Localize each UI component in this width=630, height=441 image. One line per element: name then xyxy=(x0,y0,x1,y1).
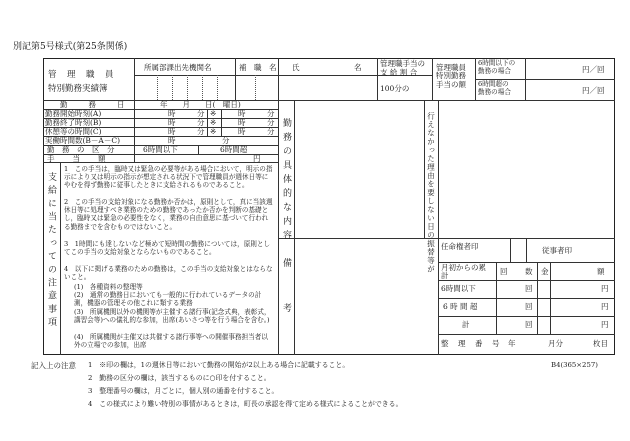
shozoku-label: 所属部課出先機関名 xyxy=(144,63,212,72)
six-over-row-label: 6 時 間 超 xyxy=(443,302,478,311)
kaishi-ji2: 時 xyxy=(238,109,246,118)
tokubetsu-label: 特別勤務実績簿 xyxy=(48,84,108,94)
row-mid-divider xyxy=(207,109,208,136)
jitsu-fun: 分 xyxy=(222,136,230,145)
h-v2 xyxy=(235,58,236,100)
caution-side-label: 支給に当たっての注意事項 xyxy=(46,172,56,331)
kaishi-kome: ※ xyxy=(210,109,217,118)
caution-side-divider xyxy=(60,162,61,355)
kaishi-fun2: 分 xyxy=(267,109,275,118)
notes-heading: 記入上の注意 xyxy=(31,361,76,370)
seiri-nen: 年 xyxy=(508,339,516,348)
rb-l5 xyxy=(438,334,615,335)
kai-header: 回 xyxy=(500,267,508,276)
shuryo-ji2: 時 xyxy=(238,118,246,127)
note-4: 4 この様式により難い特別の事情があるときは，町長の承認を得て定める様式によることができる。 xyxy=(88,400,403,408)
seiri-tsukibun: 月分 xyxy=(548,339,563,348)
six-under-en: 円 xyxy=(601,284,609,293)
note-2: 2 勤務の区分の欄は，該当するものに○印を付すること。 xyxy=(88,374,271,382)
kubun-option-over[interactable]: 6時間超 xyxy=(220,145,248,154)
kinmubi-label: 勤 務 日 xyxy=(60,100,127,109)
bikou-label: 備 考 xyxy=(281,258,291,318)
nintei-label: 任命権者印 xyxy=(441,242,479,251)
six-over-kai: 回 xyxy=(525,302,533,311)
seiri-label: 整 理 番 号 xyxy=(441,339,501,348)
riyu-label: 行えなかった理由を要しない日の振替等が xyxy=(426,112,436,274)
kyukei-label: 休憩等の時間(C) xyxy=(45,127,102,136)
h-v1 xyxy=(134,58,135,100)
jitsu-label: 実働時間数(B－A－C) xyxy=(45,136,121,145)
rb-l3 xyxy=(438,298,615,299)
h-v3 xyxy=(278,58,279,100)
riyu-left-line xyxy=(424,100,425,238)
hyaku-label: 100分の xyxy=(380,84,410,93)
caution-4-2: (2) 通常の勤務日においても一般的に行われているデータの計測，機器の管理その他これに類する業務 xyxy=(74,291,262,308)
h-h1 xyxy=(134,75,278,76)
yen-kai-1: 円／回 xyxy=(582,65,605,74)
rb-v1 xyxy=(496,262,497,334)
kyukei-ji2: 時 xyxy=(238,127,246,136)
teate-en: 円 xyxy=(253,154,261,163)
kei-label: 計 xyxy=(462,320,470,329)
kaishi-fun: 分 xyxy=(197,109,205,118)
h-v4 xyxy=(377,58,378,100)
kei-kai: 回 xyxy=(525,320,533,329)
six-under-row-label: 6時間以下 xyxy=(441,284,476,293)
caution-4-3: (3) 所属機関以外の機関等が主催する諸行事(記念式典，表彰式，講習会等)への儀礼的な参加，出席(あいさつ等を行う場合を含む。) xyxy=(74,308,271,325)
six-over-en: 円 xyxy=(601,302,609,311)
caution-4: 4 以下に掲げる業務のための勤務は，この手当の支給対象とはならないこと。 xyxy=(64,265,273,282)
kubun-option-under[interactable]: 6時間以下 xyxy=(143,145,178,154)
kei-en: 円 xyxy=(601,320,609,329)
row-mid-divider-2 xyxy=(221,109,222,136)
caution-3: 3 1時間にも達しないなど極めて短時間の勤務については，原則としてこの手当の支給対象とならないものであること。 xyxy=(64,240,271,257)
kaishi-ji: 時 xyxy=(168,109,176,118)
h-dot4 xyxy=(202,75,203,100)
six-under-kai: 回 xyxy=(525,284,533,293)
h-dot3 xyxy=(187,75,188,100)
mei-label: 名 xyxy=(354,63,362,72)
shuryo-label: 勤務終了時刻(B) xyxy=(45,118,102,127)
note-3: 3 整理番号の欄は，月ごとに，個人別の通番を付すること。 xyxy=(88,387,279,395)
rb-v3 xyxy=(550,262,551,334)
teate-label: 手 当 額 xyxy=(47,154,107,163)
caution-2: 2 この手当の支給対象になる勤務か否かは，原則として，真に当該週休日等に処理すべき業務のための勤務であったか否かを判断の基礎とし，臨時又は緊急の必要性をなく，業務の自由意思に基づいて行われる勤務までを含むものではないこと。 xyxy=(64,198,273,231)
seiri-maime: 枚目 xyxy=(593,339,608,348)
caution-1: 1 この手当は，臨時又は緊急の必要等がある場合において，明示の指示により又は明示の指示が想定される状況下で管理職員が週休日等にやむを得ず勤務に従事したときに支給されるものであること。 xyxy=(64,165,273,190)
jusha-label: 従事者印 xyxy=(542,246,572,255)
kyukei-fun2: 分 xyxy=(267,127,275,136)
shuryo-ji: 時 xyxy=(168,118,176,127)
form-id: 別記第5号様式(第25条関係) xyxy=(13,42,128,52)
h-v5 xyxy=(432,58,433,100)
caution-4-4: (4) 所属機関が主催又は共催する諸行事等への開催事務担当者以外の立場での参加，出席 xyxy=(74,333,268,350)
kin-header: 金 xyxy=(541,267,549,276)
h-dot2 xyxy=(172,75,173,100)
kazu-header: 数 xyxy=(525,267,533,276)
kubun-divider xyxy=(198,145,199,154)
date-field: 年 月 日( 曜日) xyxy=(160,100,241,109)
rb-v-stamp2 xyxy=(526,238,527,262)
kubun-label: 勤 務 の 区 分 xyxy=(47,145,115,154)
kyukei-kome: ※ xyxy=(210,127,217,136)
gaku-header: 額 xyxy=(597,267,605,276)
kanshoku-label: 管 理 職 員 xyxy=(48,70,115,80)
shuryo-fun2: 分 xyxy=(267,118,275,127)
yen-kai-2: 円／回 xyxy=(582,86,605,95)
mid-row-line xyxy=(278,238,438,239)
caution-4-1: (1) 各種資料の整理等 xyxy=(74,283,143,291)
row-label-divider xyxy=(134,100,135,162)
paper-size: B4(365×257) xyxy=(551,361,598,369)
note-1: 1 ※印の欄は，1の週休日等において勤務の開始が2以上ある場合に記載すること。 xyxy=(88,361,350,369)
kaishi-label: 勤務開始時刻(A) xyxy=(45,109,102,118)
teate-wariai-label: 管理職手当の 支 給 割 合 xyxy=(380,59,425,77)
naiyo-label: 勤務の具体的な内容 xyxy=(281,118,291,244)
rb-v-stamp xyxy=(510,238,511,262)
ruikei-label: 月初からの累 計 xyxy=(441,263,501,281)
six-under-label: 6時間以下の 勤務の場合 xyxy=(478,59,516,75)
shokumei-label: 補 職 名 xyxy=(239,63,277,72)
h-dot6 xyxy=(255,75,256,100)
h-dot5 xyxy=(217,75,218,100)
shuryo-fun: 分 xyxy=(197,118,205,127)
mid-col-line xyxy=(294,100,295,355)
kyukei-fun: 分 xyxy=(197,127,205,136)
left-block-right-line xyxy=(278,100,279,355)
kanri-teate-label: 管理職員 特別勤務 手当の額 xyxy=(436,63,466,89)
shi-label: 氏 xyxy=(292,63,300,72)
shuryo-kome: ※ xyxy=(210,118,217,127)
jitsu-ji: 時 xyxy=(168,136,176,145)
h-dot1 xyxy=(157,75,158,100)
kyukei-ji: 時 xyxy=(168,127,176,136)
rb-v2 xyxy=(537,262,538,334)
header-bottom-line xyxy=(43,100,615,101)
six-over-label: 6時間超の 勤務の場合 xyxy=(478,80,511,96)
rb-l4 xyxy=(438,316,615,317)
